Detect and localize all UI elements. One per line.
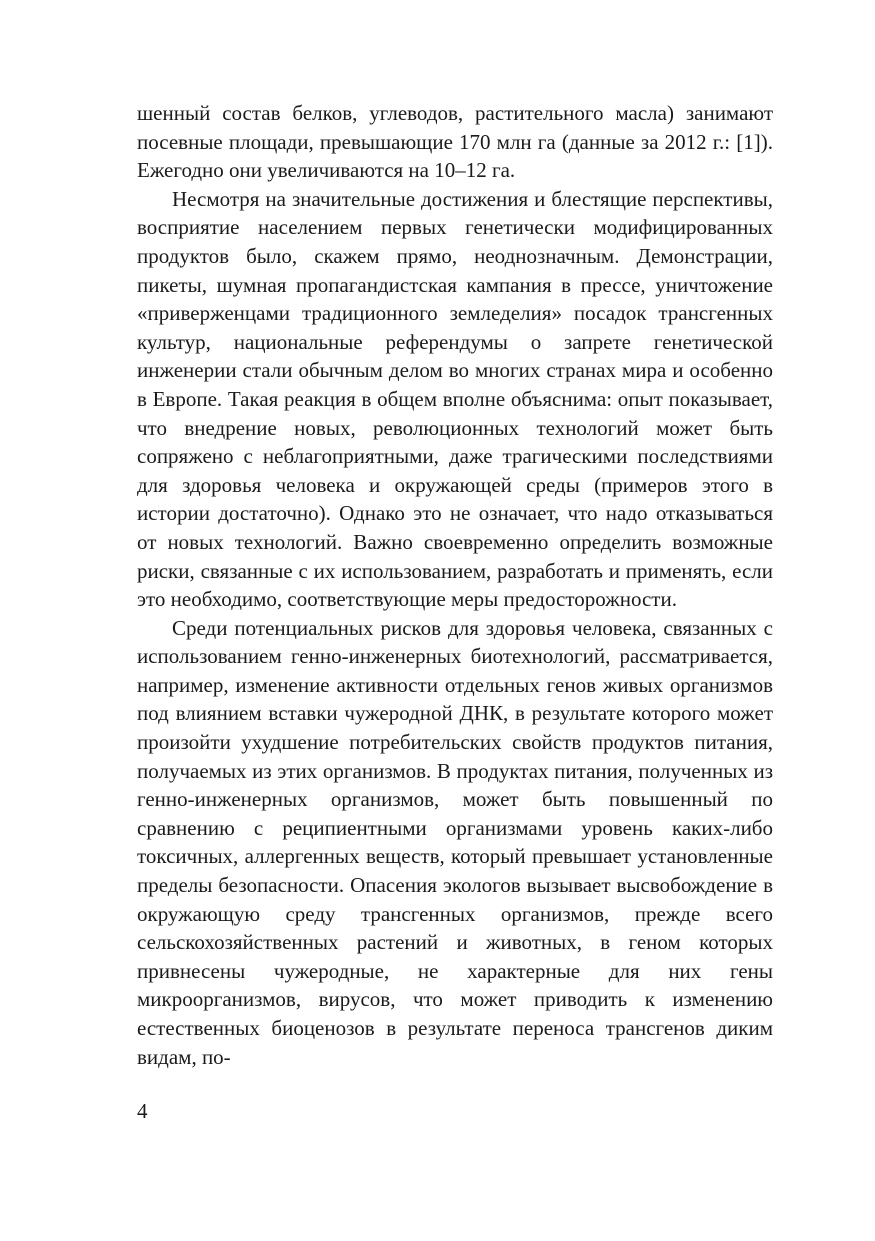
page-number: 4	[137, 1099, 148, 1123]
paragraph-potential-risks: Среди потенциальных рисков для здоровья человека, связанных с использованием генно-инженерных биотехнологий, рассматривается, например, изменение активности отдельных генов живых организмов под влиянием вставки чужеродной ДНК, в результате которого может произойти ухудшение потребительских свойств продуктов питания, получаемых из этих организмов. В продуктах питания, полученных из генно-инженерных организмов, может быть повышенный по сравнению с реципиентными организмами уровень каких-либо токсичных, аллергенных веществ, который превышает установленные пределы безопасности. Опасения экологов вызывает высвобождение в окружающую среду трансгенных организмов, прежде всего сельскохозяйственных растений и животных, в геном которых привнесены чужеродные, не характерные для них гены микроорганизмов, вирусов, что может приводить к изменению естественных биоценозов в результате переноса трансгенов диким видам, по-	[137, 615, 773, 1069]
paragraph-continuation: шенный состав белков, углеводов, растительного масла) занимают посевные площади, превышающие 170 млн га (данные за 2012 г.: [1]). Ежегодно они увеличиваются на 10–12 га.	[137, 101, 773, 183]
body-text	[137, 99, 773, 1071]
paragraph-gmo-perception: Несмотря на значительные достижения и блестящие перспективы, восприятие населением первых генетически модифицированных продуктов было, скажем прямо, неоднозначным. Демонстрации, пикеты, шумная пропагандистская кампания в прессе, уничтожение «приверженцами традиционного земледелия» посадок трансгенных культур, национальные референдумы о запрете генетической инженерии стали обычным делом во многих странах мира и особенно в Европе. Такая реакция в общем вполне объяснима: опыт показывает, что внедрение новых, революционных технологий может быть сопряжено с неблагоприятными, даже трагическими последствиями для здоровья человека и окружающей среды (примеров этого в истории достаточно). Однако это не означает, что надо отказываться от новых технологий. Важно своевременно определить возможные риски, связанные с их использованием, разработать и применять, если это необходимо, соответствующие меры предосторожности.	[137, 186, 773, 612]
